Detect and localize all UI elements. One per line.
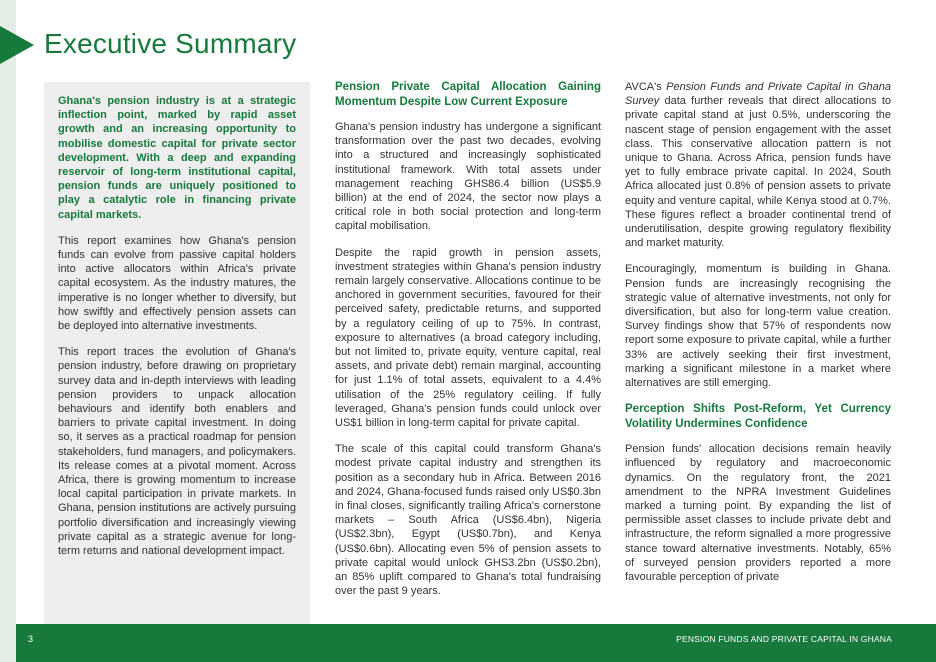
survey-title: Pension Funds and Private Capital in Ghana Survey <box>625 81 892 108</box>
body-paragraph: Ghana's pension industry has undergone a significant transformation over the past two decades, evolving into a structured and increasingly sophisticated institutional framework. With total assets under management reaching GHS86.4 billion (US$5.9 billion) at the end of 2024, the sector now plays a critical role in both social protection and long-term capital mobilisation. <box>335 121 601 233</box>
body-paragraph: Pension funds' allocation decisions remain heavily influenced by regulatory and macroeconomic dynamics. On the regulatory front, the 2021 amendment to the NPRA Investment Guidelines marked a turning point. By expanding the list of permissible asset classes to include private debt and infrastructure, the reform signalled a more progressive stance toward alternative investments. Notably, 65% of surveyed pension providers reported a more favourable perception of private <box>625 443 891 584</box>
page-number: 3 <box>28 634 34 644</box>
text-span: AVCA's <box>625 81 667 93</box>
body-paragraph <box>625 80 891 250</box>
section-heading: Perception Shifts Post-Reform, Yet Currency Volatility Undermines Confidence <box>625 403 891 431</box>
sidebar-paragraph: This report examines how Ghana's pension funds can evolve from passive capital holders into active allocators within Africa's private capital ecosystem. As the industry matures, the imperative is no longer whether to diversify, but how swiftly and effectively pension assets can be deployed into alternative investments. <box>58 234 296 333</box>
sidebar-lead-paragraph: Ghana's pension industry is at a strategic inflection point, marked by rapid asset growth and an increasing opportunity to mobilise domestic capital for private sector development. With a deep and expanding reservoir of long-term institutional capital, pension funds are uniquely positioned to play a catalytic role in financing private capital markets. <box>58 95 296 221</box>
body-paragraph: The scale of this capital could transform Ghana's modest private capital industry and strengthen its position as a secondary hub in Africa. Between 2016 and 2024, Ghana-focused funds raised only US$0.3bn in final closes, significantly trailing Africa's cornerstone markets – South Africa (US$6.4bn), Nigeria (US$2.3bn), Egypt (US$0.7bn), and Kenya (US$0.6bn). Allocating even 5% of pension assets to private capital would unlock GHS3.2bn (US$0.2bn), an 85% uplift compared to Ghana's total fundraising over the past 9 years. <box>335 443 601 598</box>
section-heading: Pension Private Capital Allocation Gaining Momentum Despite Low Current Exposure <box>335 81 601 108</box>
left-margin-strip <box>0 0 16 662</box>
body-paragraph: Despite the rapid growth in pension assets, investment strategies within Ghana's pension industry remain largely conservative. Allocations continue to be anchored in government securities, favoured for their perceived safety, predictable returns, and supported by a regulatory ceiling of up to 75%. In contrast, exposure to alternatives (a broad category including, but not limited to, private equity, venture capital, real assets, and private debt) remain marginal, accounting for just 1.1% of total assets, equivalent to a 4.4% utilisation of the 25% regulatory ceiling. If fully leveraged, Ghana's pension funds could unlock over US$1 billion in long-term capital for private capital. <box>335 246 601 430</box>
page-title: Executive Summary <box>44 28 297 59</box>
footer-title: PENSION FUNDS AND PRIVATE CAPITAL IN GHANA <box>676 634 892 644</box>
sidebar-paragraph: This report traces the evolution of Ghana's pension industry, before drawing on proprietary survey data and in-depth interviews with leading pension providers to unpack allocation behaviours and identify both enablers and barriers to private capital investment. In doing so, it serves as a practical roadmap for pension stakeholders, fund managers, and policymakers. Its release comes at a pivotal moment. Across Africa, there is growing momentum to increase local capital participation in private markets. In Ghana, pension institutions are actively pursuing portfolio diversification and increasingly viewing private capital as a strategic avenue for long-term returns and national development impact. <box>58 346 296 558</box>
title-arrow-icon <box>0 26 34 64</box>
text-span: data further reveals that direct allocations to private capital stand at just 0.5%, underscoring the nascent stage of pension engagement with the asset class. This conservative allocation pattern is not unique to Ghana. Across Africa, pension funds have yet to fully embrace private capital. In 2024, South Africa allocated just 0.8% of pension assets to private equity and venture capital, while Kenya stood at 0.7%. These figures reflect a broader continental trend of underutilisation, despite growing regulatory flexibility and market maturity. <box>625 95 891 250</box>
summary-sidebar <box>44 82 310 624</box>
body-paragraph: Encouragingly, momentum is building in Ghana. Pension funds are increasingly recognising the strategic value of alternative investments, not only for diversification, but also for long-term value creation. Survey findings show that 57% of respondents now report some exposure to private capital, while a further 33% are actively seeking their first investment, marking a significant milestone in a market where alternatives are still emerging. <box>625 263 891 390</box>
text-column-2 <box>625 80 891 596</box>
text-column-1 <box>335 80 601 611</box>
